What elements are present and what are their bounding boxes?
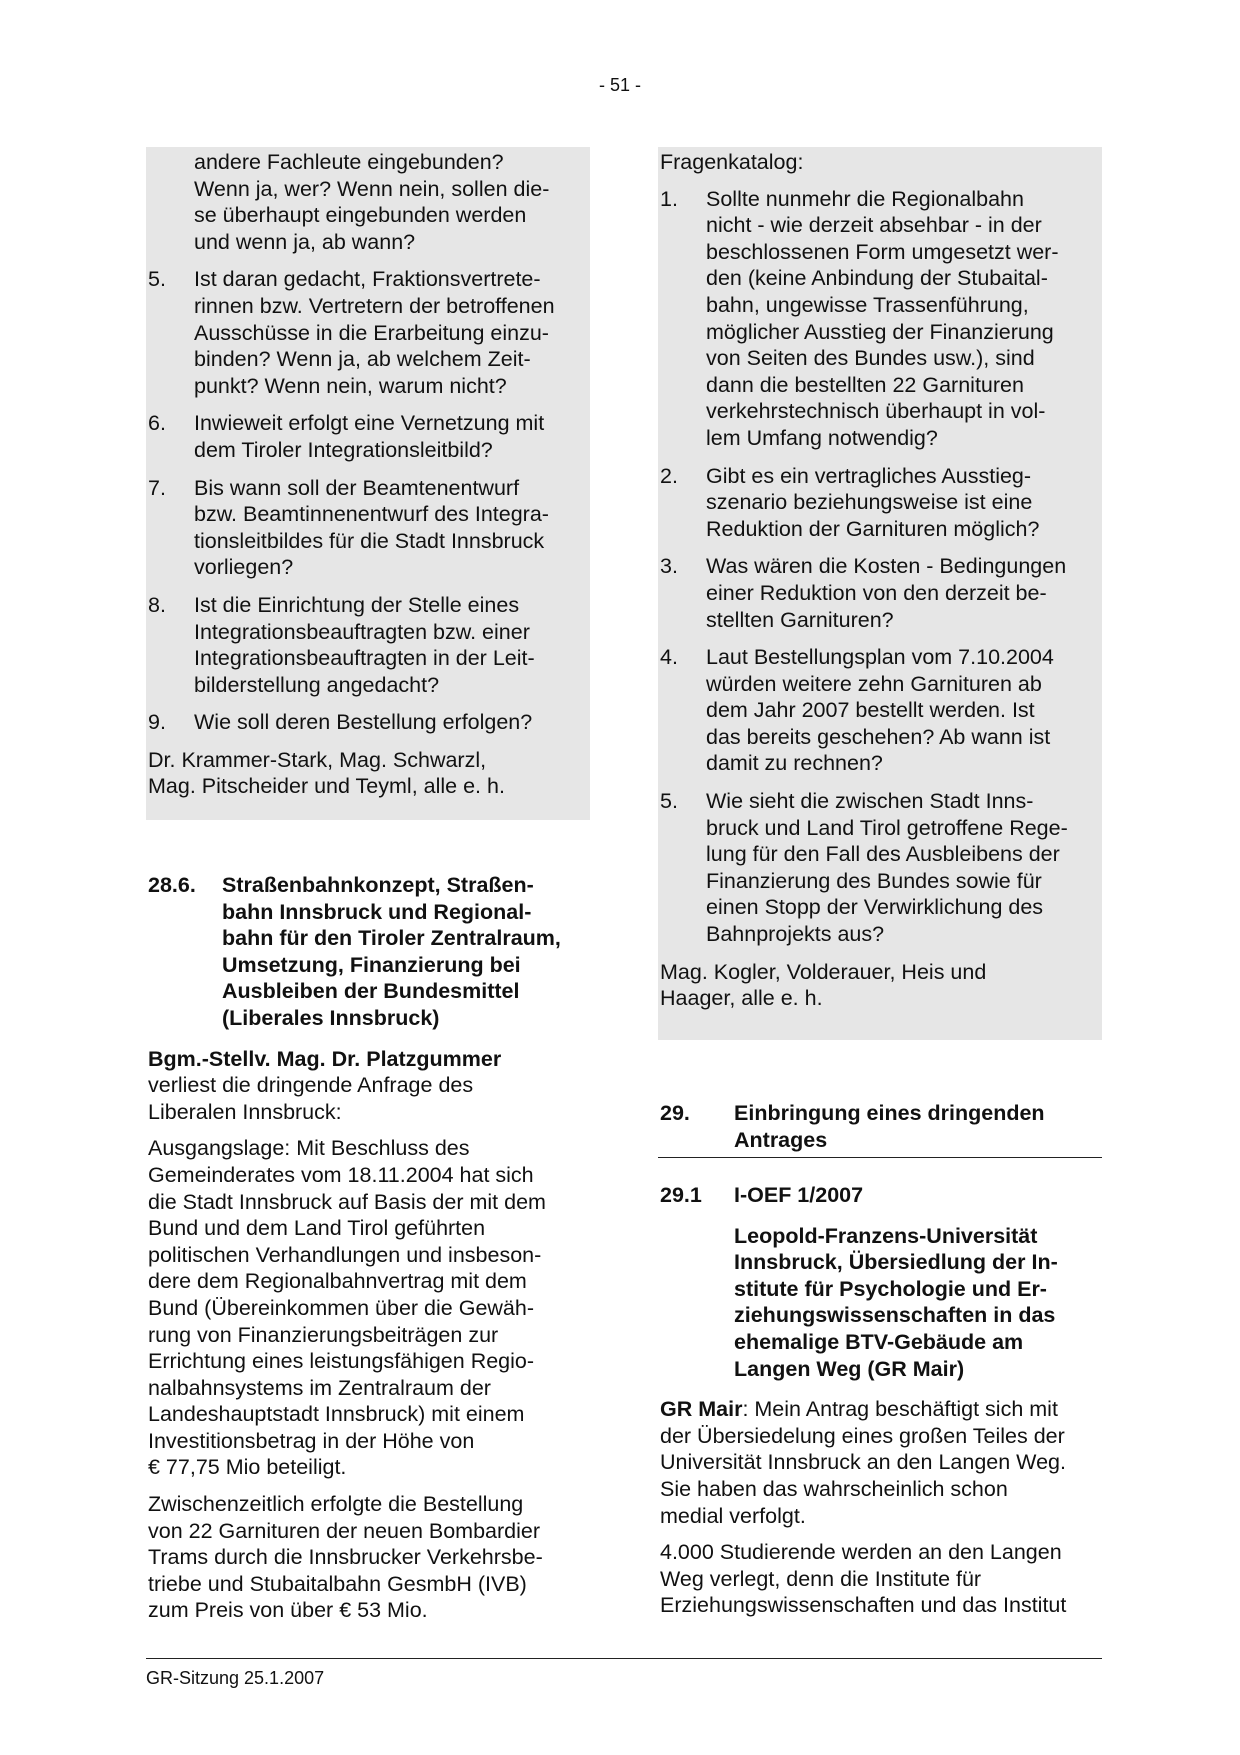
text-line: Ist daran gedacht, Fraktionsvertrete- [194, 267, 541, 292]
text-line: von Seiten des Bundes usw.), sind [706, 346, 1035, 371]
text-line: Integrationsbeauftragten bzw. einer [194, 619, 530, 644]
section-divider [658, 1157, 1102, 1158]
section-number: 29. [660, 1101, 690, 1125]
title-line: Innsbruck, Übersiedlung der In- [734, 1250, 1058, 1275]
section-title [734, 1100, 1100, 1153]
text-line: damit zu rechnen? [706, 751, 883, 776]
item-number: 3. [660, 554, 678, 579]
section-heading [660, 1182, 1100, 1209]
text-line: Errichtung eines leistungsfähigen Regio- [148, 1349, 535, 1374]
text-line: bzw. Beamtinnenentwurf des Integra- [194, 502, 549, 527]
right-signature [660, 959, 1100, 1012]
text-line: Weg verlegt, denn die Institute für [660, 1566, 982, 1591]
section-title [734, 1223, 1100, 1383]
text-line: einer Reduktion von den derzeit be- [706, 580, 1047, 605]
list-item [660, 463, 1100, 543]
section-heading [148, 872, 588, 1032]
text-line: Bund und dem Land Tirol geführten [148, 1216, 486, 1241]
text-line: nalbahnsystems im Zentralraum der [148, 1375, 491, 1400]
list-item [148, 410, 588, 463]
text-line: triebe und Stubaitalbahn GesmbH (IVB) [148, 1571, 527, 1596]
paragraph [148, 1491, 588, 1624]
item-number: 9. [148, 710, 166, 735]
section-28-6 [148, 872, 588, 1634]
text-line: lung für den Fall des Ausbleibens der [706, 842, 1060, 867]
text-line: € 77,75 Mio beteiligt. [148, 1455, 347, 1480]
list-item-continuation [148, 149, 588, 255]
text-line: Haager, alle e. h. [660, 986, 823, 1011]
section-number: 29.1 [660, 1183, 702, 1207]
title-line: Einbringung eines dringenden [734, 1101, 1045, 1125]
text-line: stellten Garnituren? [706, 607, 894, 632]
item-number: 1. [660, 186, 678, 211]
list-item [660, 553, 1100, 633]
text-line: von 22 Garnituren der neuen Bombardier [148, 1518, 541, 1543]
paragraph [148, 1135, 588, 1481]
item-number: 6. [148, 411, 166, 436]
list-item [660, 644, 1100, 777]
section-29-heading [660, 1100, 1100, 1153]
text-line: verkehrstechnisch überhaupt in vol- [706, 399, 1046, 424]
text-line: der Übersiedelung eines großen Teiles der [660, 1423, 1065, 1448]
text-line: Landeshauptstadt Innsbruck) mit einem [148, 1402, 525, 1427]
speaker-intro [148, 1046, 588, 1126]
title-line: (Liberales Innsbruck) [222, 1005, 440, 1030]
text-line: bahn, ungewisse Trassenführung, [706, 292, 1029, 317]
text-line: tionsleitbildes für die Stadt Innsbruck [194, 528, 545, 553]
section-29-1 [660, 1182, 1100, 1629]
text-line: Wenn ja, wer? Wenn nein, sollen die- [194, 176, 550, 201]
text-line: Ist die Einrichtung der Stelle eines [194, 592, 520, 617]
title-line: ehemalige BTV-Gebäude am [734, 1329, 1024, 1354]
right-question-list [660, 149, 1100, 1012]
text-line: rinnen bzw. Vertretern der betroffenen [194, 293, 555, 318]
text-line: Mag. Kogler, Volderauer, Heis und [660, 959, 987, 984]
text-line: nicht - wie derzeit absehbar - in der [706, 213, 1042, 238]
list-item [660, 788, 1100, 948]
title-line: Straßenbahnkonzept, Straßen- [222, 873, 534, 897]
paragraph [660, 1539, 1100, 1619]
text-line: Bis wann soll der Beamtenentwurf [194, 475, 520, 500]
text-line: Sie haben das wahrscheinlich schon [660, 1476, 1008, 1501]
text-line: Wie sieht die zwischen Stadt Inns- [706, 789, 1034, 814]
title-line: Antrages [734, 1127, 828, 1152]
paragraph [660, 1396, 1100, 1529]
text-line: dann die bestellten 22 Garnituren [706, 372, 1024, 397]
text-line: Universität Innsbruck an den Langen Weg. [660, 1450, 1066, 1475]
text-line: das bereits geschehen? Ab wann ist [706, 724, 1051, 749]
section-number: 28.6. [148, 873, 196, 897]
text-line: Zwischenzeitlich erfolgte die Bestellung [148, 1492, 524, 1517]
page-number: - 51 - [598, 75, 641, 95]
list-item [148, 709, 588, 736]
item-number: 2. [660, 463, 678, 488]
speaker-name: Bgm.-Stellv. Mag. Dr. Platzgummer [148, 1046, 502, 1071]
left-signature [148, 747, 588, 800]
text-line: den (keine Anbindung der Stubaital- [706, 266, 1048, 291]
list-item [148, 266, 588, 399]
text-line: Integrationsbeauftragten in der Leit- [194, 646, 535, 671]
text-line: beschlossenen Form umgesetzt wer- [706, 239, 1059, 264]
text-line: Mag. Pitscheider und Teyml, alle e. h. [148, 774, 505, 799]
item-number: 5. [148, 267, 166, 292]
text-line: : Mein Antrag beschäftigt sich mit [742, 1397, 1058, 1422]
text-line: Dr. Krammer-Stark, Mag. Schwarzl, [148, 747, 487, 772]
text-line: Was wären die Kosten - Bedingungen [706, 554, 1067, 579]
text-line: politischen Verhandlungen und insbeson- [148, 1242, 542, 1267]
text-line: verliest die dringende Anfrage des [148, 1073, 474, 1098]
text-line: Investitionsbetrag in der Höhe von [148, 1428, 475, 1453]
text-line: binden? Wenn ja, ab welchem Zeit- [194, 347, 531, 372]
text-line: Reduktion der Garnituren möglich? [706, 516, 1040, 541]
title-line: Umsetzung, Finanzierung bei [222, 952, 521, 977]
text-line: Gemeinderates vom 18.11.2004 hat sich [148, 1162, 534, 1187]
text-line: würden weitere zehn Garnituren ab [706, 671, 1042, 696]
text-line: 4.000 Studierende werden an den Langen [660, 1540, 1062, 1565]
item-number: 8. [148, 592, 166, 617]
title-line: stitute für Psychologie und Er- [734, 1276, 1047, 1301]
text-line: und wenn ja, ab wann? [194, 229, 416, 254]
section-heading [660, 1223, 1100, 1383]
text-line: se überhaupt eingebunden werden [194, 203, 527, 228]
text-line: szenario beziehungsweise ist eine [706, 490, 1033, 515]
text-line: Erziehungswissenschaften und das Institut [660, 1593, 1067, 1618]
text-line: andere Fachleute eingebunden? [194, 150, 504, 174]
list-item [660, 186, 1100, 452]
text-line: bruck und Land Tirol getroffene Rege- [706, 815, 1068, 840]
title-line: bahn Innsbruck und Regional- [222, 899, 532, 924]
text-line: Ausgangslage: Mit Beschluss des [148, 1136, 470, 1161]
text-line: einen Stopp der Verwirklichung des [706, 895, 1044, 920]
text-line: Bahnprojekts aus? [706, 922, 885, 947]
text-line: medial verfolgt. [660, 1503, 806, 1528]
text-line: dere dem Regionalbahnvertrag mit dem [148, 1269, 527, 1294]
list-item [148, 475, 588, 581]
title-line: Langen Weg (GR Mair) [734, 1356, 965, 1381]
title-line: bahn für den Tiroler Zentralraum, [222, 926, 561, 951]
text-line: zum Preis von über € 53 Mio. [148, 1598, 428, 1623]
text-line: Finanzierung des Bundes sowie für [706, 868, 1042, 893]
text-line: dem Tiroler Integrationsleitbild? [194, 437, 493, 462]
item-number: 5. [660, 789, 678, 814]
text-line: Laut Bestellungsplan vom 7.10.2004 [706, 645, 1054, 670]
text-line: Liberalen Innsbruck: [148, 1099, 342, 1124]
text-line: lem Umfang notwendig? [706, 425, 938, 450]
list-item [148, 592, 588, 698]
text-line: Sollte nunmehr die Regionalbahn [706, 186, 1024, 211]
text-line: Bund (Übereinkommen über die Gewäh- [148, 1295, 535, 1320]
speaker-name: GR Mair [660, 1397, 743, 1422]
text-line: Wie soll deren Bestellung erfolgen? [194, 710, 533, 735]
text-line: dem Jahr 2007 bestellt werden. Ist [706, 698, 1035, 723]
title-line: ziehungswissenschaften in das [734, 1303, 1056, 1328]
text-line: vorliegen? [194, 555, 294, 580]
text-line: die Stadt Innsbruck auf Basis der mit dem [148, 1189, 546, 1214]
text-line: Ausschüsse in die Erarbeitung einzu- [194, 320, 549, 345]
item-number: 7. [148, 475, 166, 500]
text-line: bilderstellung angedacht? [194, 672, 440, 697]
footer-rule [146, 1658, 1102, 1659]
section-code: I-OEF 1/2007 [734, 1183, 864, 1207]
text-line: Inwieweit erfolgt eine Vernetzung mit [194, 411, 545, 436]
footer-text: GR-Sitzung 25.1.2007 [146, 1668, 325, 1688]
section-title [222, 872, 588, 1032]
title-line: Leopold-Franzens-Universität [734, 1223, 1038, 1248]
text-line: punkt? Wenn nein, warum nicht? [194, 373, 507, 398]
text-line: Trams durch die Innsbrucker Verkehrsbe- [148, 1545, 543, 1570]
text-line: Gibt es ein vertragliches Ausstieg- [706, 463, 1032, 488]
item-number: 4. [660, 645, 678, 670]
question-catalog-heading: Fragenkatalog: [660, 150, 804, 174]
left-question-list [148, 149, 588, 800]
title-line: Ausbleiben der Bundesmittel [222, 979, 520, 1004]
text-line: möglicher Ausstieg der Finanzierung [706, 319, 1054, 344]
text-line: rung von Finanzierungsbeiträgen zur [148, 1322, 499, 1347]
